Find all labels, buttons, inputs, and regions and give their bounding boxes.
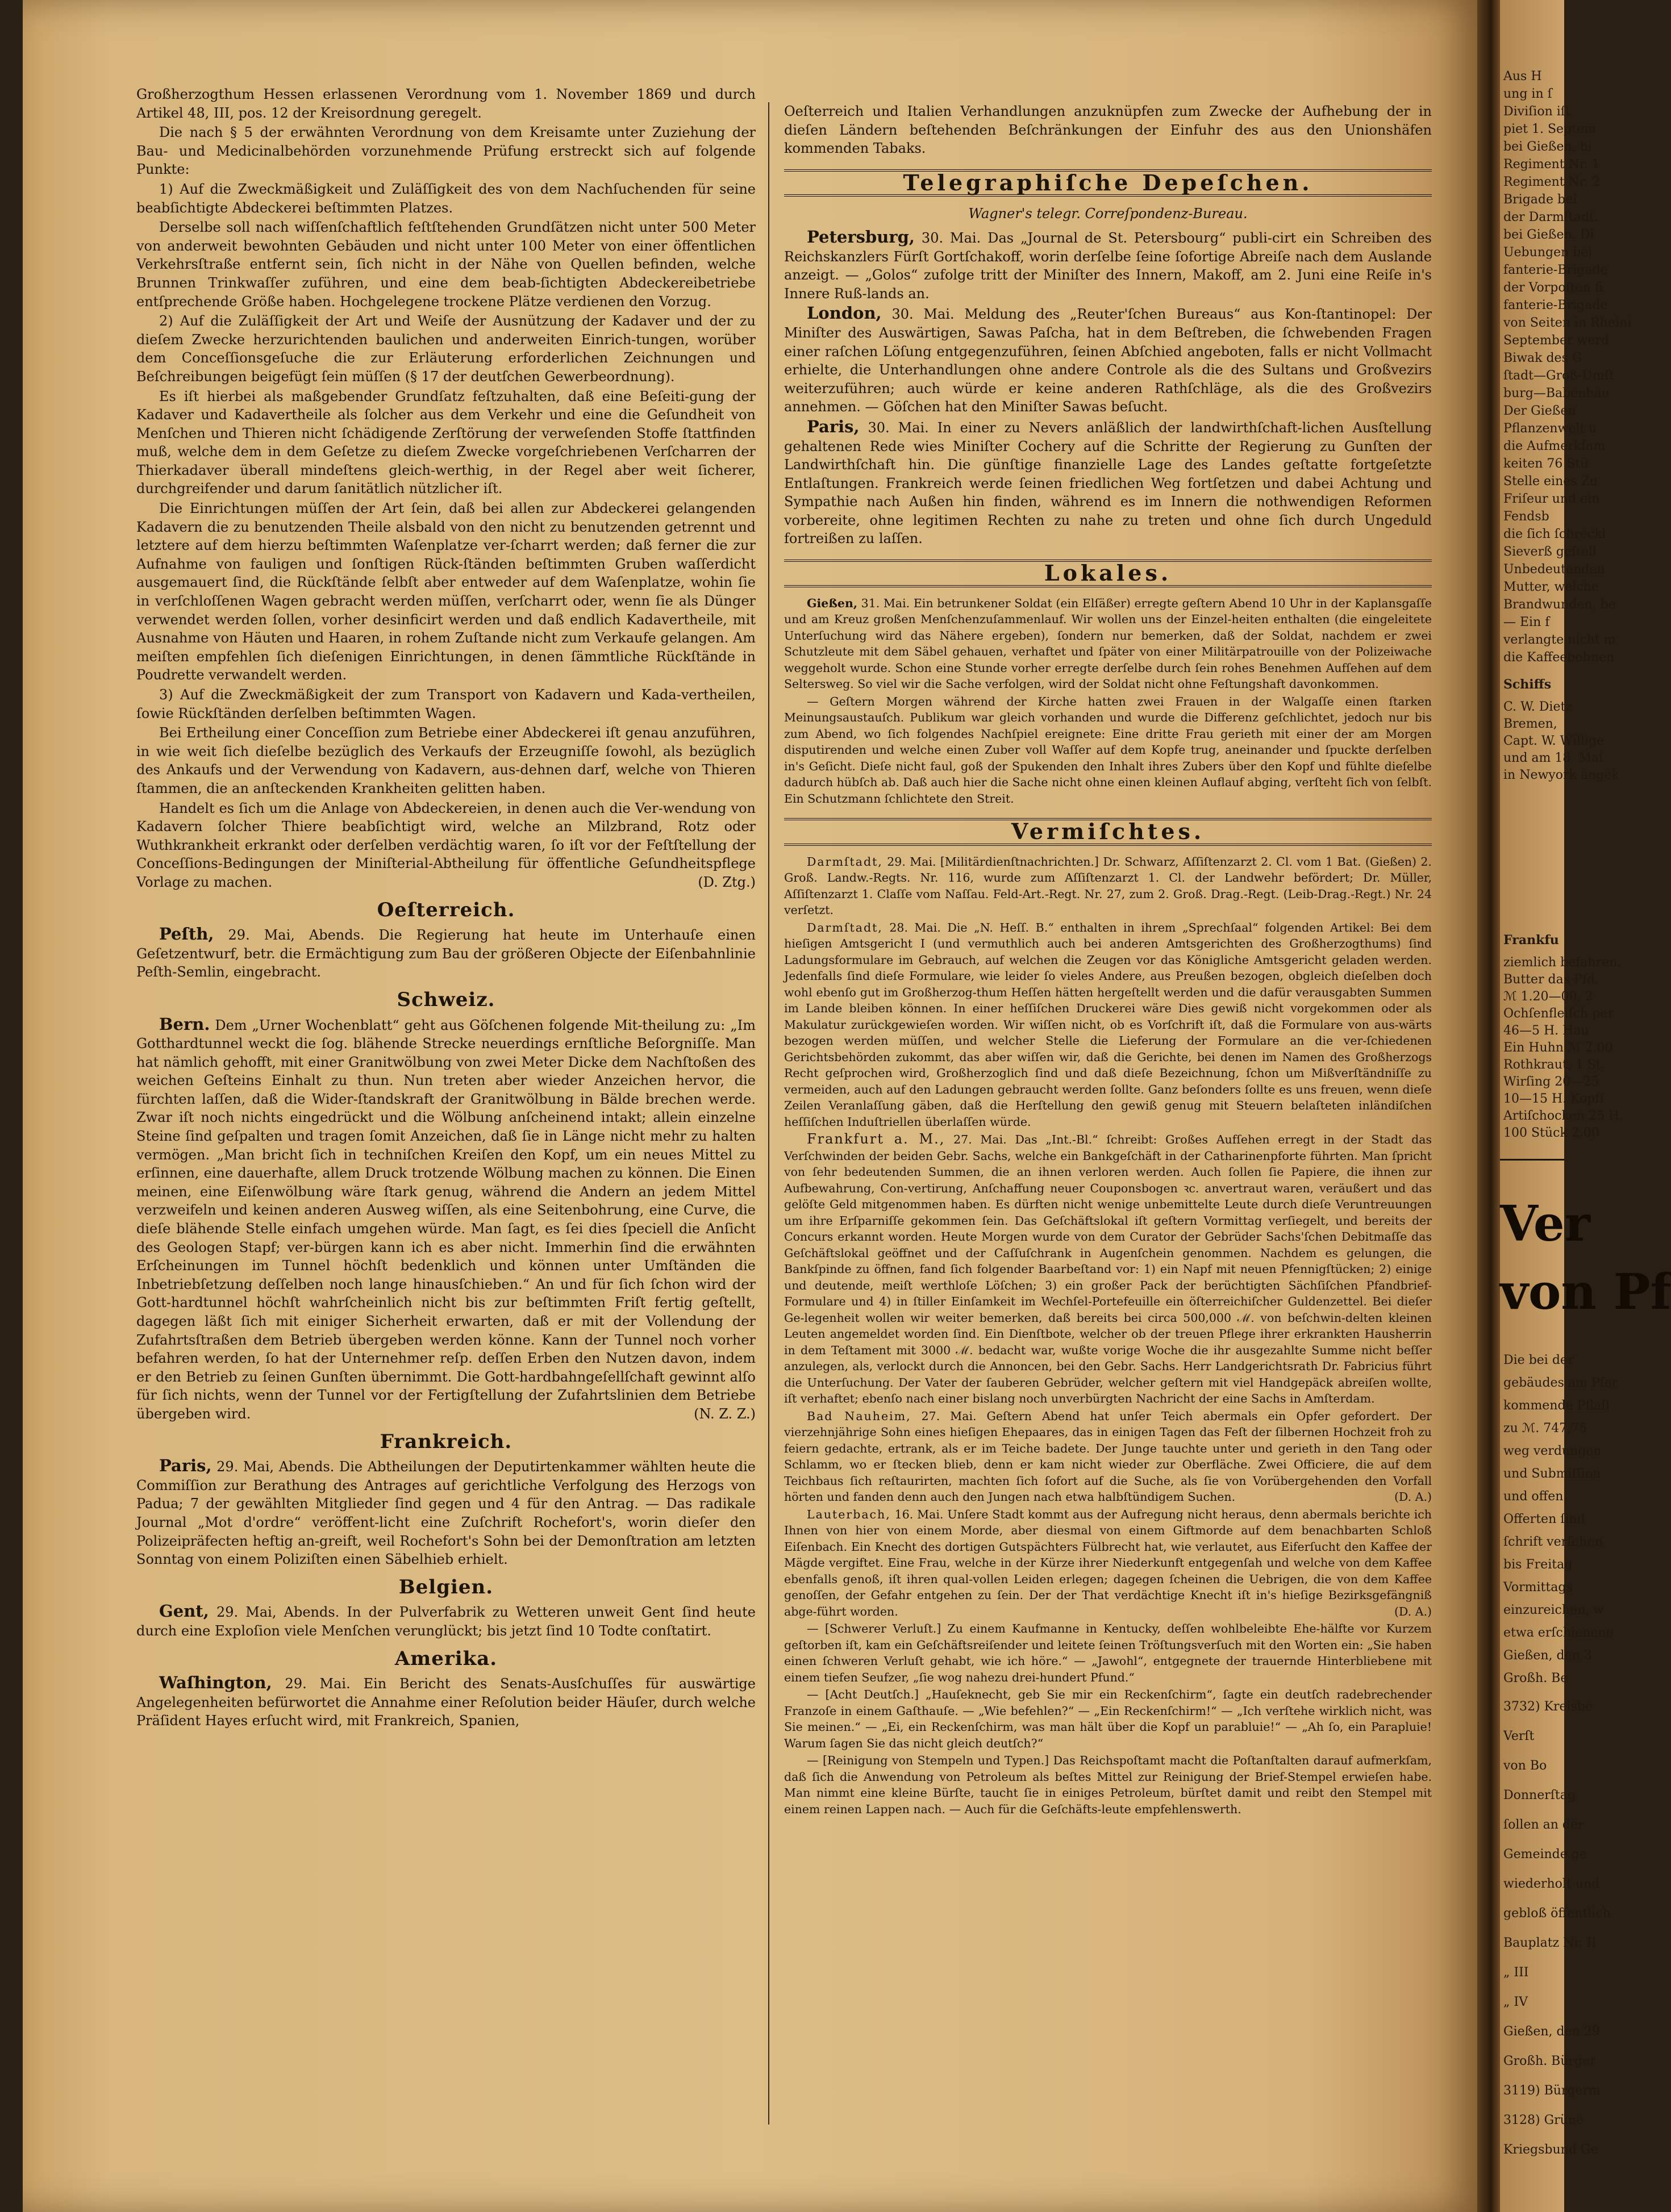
adjacent-page-line: Gießen, den 29	[1503, 2025, 1600, 2039]
adjacent-page-line: 100 Stück 2.00	[1503, 1126, 1599, 1140]
adjacent-page-line: 3732) Kreisbe	[1503, 1700, 1593, 1714]
news-text: 28. Mai. Die „N. Heſſ. B.“ enthalten in ihrem „Sprechſaal“ folgenden Artikel: Bei dem hieſigen Amtsgericht I (und vermuthlich auch bei anderen Amtsgerichten des Großherzogthums) ſind Ladungsformulare im Gebrauch, auf welchen die Zeugen vor das Königliche Amtsgericht geladen werden. Jedenfalls ſind dieſe Formulare, wie leider ſo vieles Andere, aus Preußen bezogen, obgleich dieſelben doch wohl ebenſo gut im Großherzog-thum Heſſen hätten hergeſtellt werden und die dafür verausgabten Summen im Lande bleiben können. In einer heſſiſchen Druckerei wäre Dies gewiß nicht vorgekommen oder als Makulatur zurückgewieſen worden. Wir wiſſen nicht, ob es Vorſchrift iſt, daß die Formulare von aus-wärts bezogen werden müſſen, und welcher Stelle die Lieferung der Formulare an die ver-ſchiedenen Gerichtsbehörden zukommt, das aber wiſſen wir, daß die Gerichte, bei denen im Namen des Großherzogs Recht geſprochen wird, Großherzoglich ſind und daß dieſe Bezeichnung, ſchon um Mißverſtändniſſe zu vermeiden, auch auf den Ladungen gebraucht werden ſollte. Ganz beſonders ſollte es uns freuen, wenn dieſe Zeilen Veranlaſſung gäben, daß die Herſtellung den gewiß genug mit Steuern belaſteten inländiſchen heſſiſchen Induſtriellen überlaſſen würde.	[784, 920, 1432, 1129]
news-text: 16. Mai. Unſere Stadt kommt aus der Aufregung nicht heraus, denn abermals berichte ich Ihnen von hier von einem Morde, aber diesmal von einem Giftmorde auf dem benachbarten Schloß Eiſenbach. Ein Knecht des dortigen Gutspächters Fülbrecht hat, wie verlautet, aus Eiferſucht den Kaffee der Mägde vergiftet. Eine Frau, welche in der Kürze ihrer Niederkunft entgegenſah und welche von dem Kaffee ebenfalls genoß, iſt ihren qual-vollen Leiden erlegen; dagegen ſcheinen die Uebrigen, die von dem Kaffee genoſſen, der Gefahr entgehen zu ſein. Der der That verdächtige Knecht iſt in's hieſige Bezirksgefängniß abge-führt worden.	[784, 1507, 1432, 1618]
column-divider	[768, 102, 769, 2125]
section-subheading: Wagner's telegr. Correſpondenz-Bureau.	[968, 206, 1248, 222]
news-text: 30. Mai. Meldung des „Reuter'ſchen Bureaus“ aus Kon-ſtantinopel: Der Miniſter des Auswärtigen, Sawas Paſcha, hat in dem Beſtreben, die ſchwebenden Fragen einer raſchen Löſung entgegenzuführen, ſeinen Abſchied angeboten, falls er nicht Vollmacht erhielte, die Unterhandlungen ohne andere Controle als die des Sultans und Großvezirs weiterzuführen; auch würde er keine anderen Rathſchläge, als die des Großvezirs annehmen. — Göſchen hat den Miniſter Sawas beſucht.	[784, 306, 1432, 415]
adjacent-page-line: und am 18. Mai	[1503, 751, 1603, 765]
news-text: 29. Mai, Abends. Die Regierung hat heute im Unterhauſe einen Geſetzentwurf, betr. die Ermächtigung zum Bau der größeren Objecte der Eiſenbahnlinie Peſth-Semlin, eingebracht.	[136, 927, 756, 980]
adjacent-page-line: 10—15 H. Kopfſ	[1503, 1092, 1605, 1106]
adjacent-page-line: fanterie-Brigade	[1503, 298, 1608, 312]
news-item	[784, 1131, 1432, 1407]
news-text: 30. Mai. In einer zu Nevers anläßlich der landwirthſchaft-lichen Ausſtellung gehaltenen Rede wies Miniſter Cochery auf die Schritte der Regierung zu Gunſten der Landwirthſchaft hin. Die günſtige finanzielle Lage des Landes geſtatte fortgeſetzte Entlaſtungen. Frankreich werde ſeinen friedlichen Weg fortſetzen und dabei Achtung und Sympathie nach Außen hin finden, während es im Innern die nothwendigen Reformen vorbereite, ohne legitimen Rechten zu nahe zu treten und ohne ſich durch Ungeduld fortreißen zu laſſen.	[784, 419, 1432, 547]
dateline: Petersburg,	[807, 227, 915, 247]
adjacent-page-line: gebäudes am Pfer	[1503, 1376, 1618, 1390]
adjacent-page-heading: Schiffs	[1503, 677, 1552, 692]
news-item	[784, 920, 1432, 1130]
section-heading-schweiz: Schweiz.	[397, 988, 495, 1011]
section-heading-vermischtes: Vermiſchtes.	[784, 818, 1432, 846]
adjacent-page-line: ſtadt—Groß-Umſt	[1503, 369, 1614, 383]
adjacent-page-line: Brigade bei	[1503, 193, 1577, 207]
dateline: Waſhington,	[159, 1673, 272, 1693]
book-gutter	[1477, 0, 1500, 2212]
dateline: Paris,	[159, 1456, 212, 1476]
adjacent-page-line: wiederholt und	[1503, 1877, 1600, 1891]
adjacent-page-line: C. W. Dietz	[1503, 700, 1572, 714]
paragraph: Die nach § 5 der erwähnten Verordnung von dem Kreisamte unter Zuziehung der Bau- und Medicinalbehörden vorzunehmende Prüfung erstreckt sich auf folgende Punkte:	[136, 124, 756, 178]
adjacent-page-line: etwa erſchienene	[1503, 1626, 1614, 1640]
right-column	[784, 102, 1432, 1818]
adjacent-page-heading: Frankfu	[1503, 933, 1559, 948]
adjacent-page-line: Capt. W. Willige	[1503, 734, 1605, 748]
dateline: Gießen,	[807, 596, 857, 610]
adjacent-page-line: und Submiſſion	[1503, 1467, 1601, 1481]
adjacent-page-line: Regiment Nr. 1	[1503, 157, 1600, 172]
adjacent-page-line: Unbedeutenden	[1503, 562, 1605, 577]
paragraph: Derselbe soll nach wiſſenſchaftlich feſtſtehenden Grundſätzen nicht unter 500 Meter von anderweit bewohnten Gebäuden und nicht unter 100 Meter von einer öffentlichen Verkehrsſtraße entfernt sein, ſich nicht in der Nähe von Quellen befinden, welche Brunnen Trinkwaſſer zuführen, und eine dem beab-ſichtigten Abdeckereibetriebe entſprechende Größe haben. Hochgelegene trockene Plätze verdienen den Vorzug.	[136, 219, 756, 310]
news-text: 27. Mai. Geſtern Abend hat unſer Teich abermals ein Opfer gefordert. Der vierzehnjährige Sohn eines hieſigen Ehepaares, das in einigen Tagen das Feſt der ſilbernen Hochzeit froh zu feiern gedachte, ertrank, als er im Teiche badete. Der Junge tauchte unter und gerieth in den Tang oder Schlamm, wo er ſtecken blieb, denn er kam nicht wieder zur Oberfläche. Zwei Officiere, die auf dem Teichbaus ſich reſtaurirten, machten ſich ſofort auf die Suche, als ſie von Vorübergehenden den Vorfall hörten und fanden denn auch den Jungen nach etwa halbſtündigem Suchen.	[784, 1409, 1432, 1504]
adjacent-page-big-heading: von Pf	[1500, 1263, 1671, 1321]
news-item	[136, 925, 756, 982]
adjacent-page-line: Der Gießen	[1503, 404, 1576, 418]
adjacent-page-line: Aus H	[1503, 69, 1542, 84]
adjacent-page-line: keiten 76 Stü	[1503, 457, 1589, 471]
paragraph	[136, 799, 756, 892]
paragraph-text: Handelt es ſich um die Anlage von Abdeckereien, in denen auch die Ver-wendung von Kadavern ſolcher Thiere beabſichtigt wird, welche an Milzbrand, Rotz oder Wuthkrankheit erkrankt oder derſelben verdächtig waren, ſo iſt vor der Feſtſtellung der Conceſſions-Bedingungen der Miniſterial-Abtheilung für öffentliche Geſundheitspflege Vorlage zu machen.	[136, 800, 756, 890]
paragraph: Es iſt hierbei als maßgebender Grundſatz feſtzuhalten, daß eine Beſeiti-gung der Kadaver und Kadavertheile als ſolcher aus dem Verkehr und eine die Geſundheit von Menſchen und Thieren nicht ſchädigende Zerſtörung der verweſenden Stoffe ſtattfinden muß, welche dem in dem Geſetze zu dieſem Zwecke vorgeſchriebenen Verſcharren der Thierkadaver überall mindeſtens gleich-werthig, in der Regel aber weit ſicherer, durchgreifender und darum ſanitätlich nützlicher iſt.	[136, 388, 756, 497]
adjacent-page-line: die Aufmerkſam	[1503, 439, 1606, 453]
adjacent-page-line: ſchrift verſehen	[1503, 1535, 1603, 1549]
news-item: — [Reinigung von Stempeln und Typen.] Das Reichspoſtamt macht die Poſtanſtalten darauf aufmerkſam, daß ſich die Anwendung von Petroleum als beſtes Mittel zur Reinigung der Brief-Stempel erwieſen habe. Man nimmt eine kleine Bürſte, taucht ſie in einiges Petroleum, bürſtet damit und reibt den Stempel mit einem reinen Lappen nach. — Auch für die Geſchäfts-leute empfehlenswerth.	[784, 1754, 1432, 1816]
news-text: 29. Mai, Abends. In der Pulverfabrik zu Wetteren unweit Gent ſind heute durch eine Exploſion viele Menſchen verunglückt; bis jetzt ſind 10 Todte conſtatirt.	[136, 1604, 756, 1639]
adjacent-page-line: Vormittags	[1503, 1580, 1573, 1595]
adjacent-page-line: gebloß öffentlich	[1503, 1906, 1611, 1921]
adjacent-page-line: Rothkraut, 1 St.	[1503, 1058, 1605, 1072]
adjacent-page-line: bei Gießen. Di	[1503, 228, 1594, 242]
adjacent-page-line: ung in ſ	[1503, 87, 1552, 101]
adjacent-page-big-heading: Ver	[1500, 1195, 1590, 1253]
section-heading-lokales: Lokales.	[784, 560, 1432, 587]
adjacent-page-line: in Newyork angek	[1503, 768, 1619, 782]
adjacent-page-line: Brandwunden, be	[1503, 598, 1616, 612]
adjacent-page-line: Großh. Bürger	[1503, 2054, 1596, 2068]
adjacent-page-line: Stelle eines Zu	[1503, 474, 1598, 489]
news-item	[784, 418, 1432, 548]
news-text: 29. Mai, Abends. Die Abtheilungen der Deputirtenkammer wählten heute die Commiſſion zur Berathung des Antrages auf gerichtliche Verfolgung des Herzogs von Padua; 7 der gewählten Mitglieder ſind gegen und 4 für den Antrag. — Das radikale Journal „Mot d'ordre“ veröffent-licht eine Zuſchrift Rochefort's, worin dieſer den Polizeipräfecten heftig an-greift, weil Rochefort's Sohn bei der Demonſtration am letzten Sonntag von einem Poliziſten einen Säbelhieb erhielt.	[136, 1459, 756, 1568]
adjacent-page-line: burg—Babenhau	[1503, 386, 1610, 400]
news-text: 31. Mai. Ein betrunkener Soldat (ein Elſäßer) erregte geſtern Abend 10 Uhr in der Kaplansgaſſe und am Kreuz großen Menſchenzuſammenlauf. Wir wollen uns der Einzel-heiten enthalten (die eingeleitete Unterſuchung wird das Nähere ergeben), ſondern nur bemerken, daß der Soldat, nachdem er zwei Schutzleute mit dem Säbel gehauen, verhaftet und ſpäter von einer Militärpatrouille von der Polizeiwache weggeholt wurde. Schon eine Stunde vorher erregte derſelbe durch ſein rohes Benehmen Aufſehen auf dem Seltersweg. So viel wir die Sache verfolgen, wird der Soldat nicht ohne Feſtungshaft davonkommen.	[784, 596, 1432, 691]
adjacent-page-line: der Darmſtadt.	[1503, 210, 1598, 224]
adjacent-page-line: „ IV	[1503, 1995, 1528, 2009]
paragraph: 3) Auf die Zweckmäßigkeit der zum Transport von Kadavern und Kada-vertheilen, ſowie Rückſtänden derſelben beſtimmten Wagen.	[136, 687, 756, 721]
adjacent-page-line: 3119) Bürgerm	[1503, 2084, 1601, 2098]
adjacent-page-line: ziemlich befahren.	[1503, 955, 1622, 970]
adjacent-page-line: Biwak des G	[1503, 351, 1582, 365]
adjacent-page-line: Gießen, den 3	[1503, 1648, 1592, 1663]
news-item	[784, 854, 1432, 919]
adjacent-page-line: von Seiten in Rheini	[1503, 316, 1632, 330]
paragraph: 2) Auf die Zuläſſigkeit der Art und Weiſe der Ausnützung der Kadaver und der zu dieſem Zwecke herzurichtenden baulichen und anderweiten Einrich-tungen, worüber dem Conceſſionsgeſuche die zur Erläuterung erforderlichen Zeichnungen und Beſchreibungen beigefügt ſein müſſen (§ 17 der deutſchen Gewerbeordnung).	[136, 313, 756, 385]
adjacent-page-line: „ III	[1503, 1965, 1529, 1980]
adjacent-page-line: Sieverß geſtell	[1503, 545, 1597, 559]
paragraph: Großherzogthum Hessen erlassenen Verordnung vom 1. November 1869 und durch Artikel 48, III, pos. 12 der Kreisordnung geregelt.	[136, 86, 756, 121]
adjacent-page-line: der Vorpoſten fi	[1503, 281, 1603, 295]
dateline: Gent,	[159, 1601, 209, 1621]
adjacent-page-line: Großh. Be	[1503, 1671, 1568, 1685]
adjacent-page-line: Ochſenfleiſch per	[1503, 1007, 1614, 1021]
news-text: 30. Mai. Das „Journal de St. Petersbourg“ publi-cirt ein Schreiben des Reichskanzlers Fürſt Gortſchakoff, worin derſelbe ſeine ſofortige Abreiſe nach dem Auslande anzeigt. — „Golos“ zufolge tritt der Miniſter des Innern, Makoff, am 2. Juni eine Reiſe in's Innere Ruß-lands an.	[784, 229, 1432, 302]
adjacent-page-line: Regiment Nr. 2	[1503, 175, 1600, 189]
section-heading-frankreich: Frankreich.	[380, 1430, 512, 1453]
adjacent-page-line: fanterie-Brigade	[1503, 263, 1608, 277]
section-heading-belgien: Belgien.	[398, 1575, 494, 1599]
news-item	[784, 1408, 1432, 1505]
adjacent-page-line: 46—5 H. Hau	[1503, 1024, 1589, 1038]
adjacent-page-line: Mutter, welche	[1503, 580, 1599, 594]
news-item	[784, 304, 1432, 416]
adjacent-page-fragment	[1500, 0, 1671, 2212]
adjacent-page-line: und offen.	[1503, 1489, 1568, 1504]
adjacent-page-line: Donnerſtag	[1503, 1788, 1576, 1802]
adjacent-page-line: Pflanzenwelt u	[1503, 421, 1597, 436]
news-item	[784, 595, 1432, 692]
adjacent-page-line: Die bei der	[1503, 1353, 1574, 1367]
adjacent-page-line: von Bo	[1503, 1759, 1547, 1773]
adjacent-page-line: die ſich ſchreckl	[1503, 527, 1606, 541]
adjacent-page-line: kommende Pflaſt	[1503, 1399, 1611, 1413]
newspaper-page	[23, 0, 1477, 2212]
adjacent-page-line: Uebungen bei	[1503, 245, 1593, 260]
dateline: Darmſtadt,	[807, 854, 883, 869]
adjacent-page-line: Artiſchocken 25 H.	[1503, 1109, 1624, 1123]
adjacent-page-line: ℳ 1.20—00, 2	[1503, 990, 1593, 1004]
section-heading-telegraphische-depeschen: Telegraphiſche Depeſchen.	[784, 169, 1432, 197]
dateline: Bad Nauheim,	[807, 1409, 911, 1423]
adjacent-page-line: zu ℳ. 747,75	[1503, 1421, 1587, 1435]
news-item: — Geſtern Morgen während der Kirche hatten zwei Frauen in der Walgaſſe einen ſtarken Meinungsaustauſch. Publikum war gleich vorhanden und wurde die Differenz geſchlichtet, jedoch nur bis zum Abend, wo ſich folgendes Nachſpiel ereignete: Eine dritte Frau gerieth mit einer der am Morgen disputirenden und welche einen Zuber voll Waſſer auf dem Kopfe trug, aneinander und ſpuckte derſelben in's Geſicht. Dieſe nicht faul, goß der Spukenden den Inhalt ihres Zubers über den Kopf und fühlte dieſelbe dadurch hübſch ab. Daß auch hier die Sache nicht ohne einen kleinen Auflauf abging, verſteht ſich von ſelbſt. Ein Schutzmann ſchlichtete den Streit.	[784, 694, 1432, 805]
dateline: London,	[807, 303, 882, 323]
adjacent-page-line: piet 1. Septem	[1503, 122, 1596, 136]
news-item	[784, 228, 1432, 303]
lokales-body	[784, 595, 1432, 807]
adjacent-page-line: Ein Huhn ℳ 2.00	[1503, 1041, 1613, 1055]
adjacent-page-line: Gemeinde ge	[1503, 1847, 1587, 1862]
news-text: Dem „Urner Wochenblatt“ geht aus Göſchenen folgende Mit-theilung zu: „Im Gotthardtunnel weckt die ſog. blähende Strecke neuerdings ernſtliche Beſorgniſſe. Man hat nämlich gehofft, mit einer Granitwölbung von zwei Meter Dicke dem Nachſtoßen des weichen Geſteins Einhalt zu thun. Nun treten aber wieder Anzeichen hervor, die fürchten laſſen, daß die Wider-ſtandskraft der Granitwölbung in Bälde brechen werde. Zwar iſt noch nichts eingedrückt und die Wölbung anſcheinend intakt; allein einzelne Steine ſind geſpalten und tragen ſomit Anzeichen, daß ſie in Länge nicht mehr zu halten vermögen. „Man bricht ſich in techniſchen Kreiſen den Kopf, um ein neues Mittel zu erſinnen, eine dauerhafte, allem Druck trotzende Wölbung machen zu können. Die Einen meinen, eine Eiſenwölbung wäre ſtark genug, während die Andern an jedem Mittel verzweifeln und keinen anderen Ausweg wiſſen, als eine Seitenbohrung, eine Curve, die dieſe blähende Stelle einfach umgehen würde. Man ſagt, es ſei dies ſpeciell die Anſicht des Geologen Stapf; ver-bürgen kann ich es aber nicht. Immerhin ſind die erwähnten Erſcheinungen im Tunnel höchſt bedenklich und können unter Umſtänden die Inbetriebſetzung deſſelben noch lange hinausſchieben.“ An und für ſich ſchon wird der Gott-hardtunnel höchſt wahrſcheinlich nicht bis zur beſtimmten Friſt fertig geſtellt, dagegen läßt ſich mit einiger Sicherheit erwarten, daß er mit der Vollendung der Zufahrtsſtraßen dem Betrieb übergeben werden könne. Kann der Tunnel noch vorher befahren werden, ſo hat der Unternehmer reſp. deſſen Erben den Nutzen davon, indem er den Betrieb zu ſeinen Gunſten übernimmt. Die Gott-hardbahngeſellſchaft gewinnt alſo für ſich nichts, wenn der Tunnel vor der Fertigſtellung der Zufahrtslinien dem Betriebe übergeben wird.	[136, 1017, 756, 1422]
section-heading-amerika: Amerika.	[394, 1647, 498, 1670]
paragraph: Oeſterreich und Italien Verhandlungen anzuknüpfen zum Zwecke der Aufhebung der in dieſen Ländern beſtehenden Beſchränkungen der Einfuhr des aus den Unionshäfen kommenden Tabaks.	[784, 103, 1432, 157]
news-text: 29. Mai. Ein Bericht des Senats-Ausſchuſſes für auswärtige Angelegenheiten befürwortet die Annahme einer Reſolution beider Häuſer, durch welche Präſident Hayes erſucht wird, mit Frankreich, Spanien,	[136, 1676, 756, 1729]
news-item	[784, 1506, 1432, 1620]
adjacent-page-line: bis Freitag	[1503, 1558, 1573, 1572]
vermischtes-body	[784, 854, 1432, 1818]
adjacent-page-line: die Kaffeebohnen	[1503, 650, 1615, 665]
divider	[1500, 1159, 1564, 1161]
news-text: 27. Mai. Das „Int.-Bl.“ ſchreibt: Großes Aufſehen erregt in der Stadt das Verſchwinden der beiden Gebr. Sachs, welche ein Bankgeſchäft in der Catharinenpforte führten. Man ſpricht von ſehr bedeutenden Summen, die an ihnen verloren werden. Auch ſollen ſie Papiere, die ihnen zur Aufbewahrung, Con-vertirung, Anſchaffung neuer Couponsbogen ꝛc. anvertraut waren, veräußert und das gelöſte Geld mitgenommen haben. Es dürften nicht wenige unbemittelte Leute durch dieſe Veruntreuungen um ihre Erſparniſſe gekommen ſein. Das Geſchäftslokal iſt geſtern Vormittag verſiegelt, und bereits der Concurs erkannt worden. Heute Morgen wurde von dem Curator der Gebrüder Sachs'ſchen Debitmaſſe das Geſchäftslokal geöffnet und der Caſſuſchrank in Augenſchein genommen. Nachdem es gelungen, die Bankſpinde zu öffnen, fand ſich folgender Baarbeſtand vor: 1) ein Napf mit neuen Pfennigſtücken; 2) einige und deutende, meiſt werthloſe Löſchen; 3) ein großer Pack der berüchtigten Sächſiſchen Pfandbrief-Formulare und 4) in ſtiller Einſamkeit im Wechſel-Portefeuille ein öſterreichiſcher Guldenzettel. Bei dieſer Ge-legenheit wollen wir weiter bemerken, daß bereits bei circa 500,000 ℳ. von beſchwin-delten kleinen Leuten angemeldet worden ſind. Ein Dienſtbote, welcher ob der treuen Pflege ihrer erkrankten Hausherrin in dem Teſtament mit 3000 ℳ. bedacht war, wußte vorige Woche die ihr ausgezahlte Summe nicht beſſer anzulegen, als, verlockt durch die Annoncen, bei den Gebr. Sachs. Herr Landgerichtsrath Dr. Fabricius führt die Unterſuchung. Der Vater der ſauberen Gebrüder, welcher geſtern mit viel Handgepäck abreiſen wollte, iſt verhaftet; ebenſo nach einer bislang noch unverbürgten Nachricht der eine Sachs in Amſterdam.	[784, 1133, 1432, 1406]
news-item	[136, 1602, 756, 1640]
news-text: 29. Mai. [Militärdienſtnachrichten.] Dr. Schwarz, Aſſiſtenzarzt 2. Cl. vom 1 Bat. (Gießen) 2. Groß. Landw.-Regts. Nr. 116, wurde zum Aſſiſtenzarzt 1. Cl. der Landwehr befördert; Dr. Müller, Aſſiſtenzarzt 1. Claſſe vom Naſſau. Feld-Art.-Regt. Nr. 27, zum 2. Groß. Drag.-Regt. (Leib-Drag.-Regt.) Nr. 24 verſetzt.	[784, 854, 1432, 917]
adjacent-page-line: Fendsb	[1503, 510, 1549, 524]
adjacent-page-line: Bauplatz Nr. II	[1503, 1936, 1597, 1950]
adjacent-page-line: ſollen an der	[1503, 1818, 1584, 1832]
paragraph: Die Einrichtungen müſſen der Art ſein, daß bei allen zur Abdeckerei gelangenden Kadavern die zu benutzenden Theile alsbald von den nicht zu benutzenden getrennt und letztere auf dem hierzu beſtimmten Waſenplatze ver-ſcharrt werden; daß ferner die zur Aufnahme von fauligen und ſonſtigen Rück-ſtänden beſtimmten Gruben waſſerdicht ausgemauert ſind, die Rückſtände ſelbſt aber entweder auf dem Waſenplatze, wohin ſie in verſchloſſenen Wagen gebracht werden müſſen, verſcharrt oder, wenn ſie als Dünger verwendet werden ſollen, vorher desinficirt werden und daß endlich Kadavertheile, mit Ausnahme von Häuten und Haaren, in rohem Zuſtande nicht zum Verkaufe gelangen. Am meiſten empfehlen ſich dieſenigen Einrichtungen, in denen ſämmtliche Rückſtände in Poudrette verwandelt werden.	[136, 500, 756, 683]
adjacent-page-line: Bremen,	[1503, 717, 1557, 731]
adjacent-page-line: 3128) Grüne	[1503, 2113, 1584, 2127]
adjacent-page-line: bei Gießen, bi	[1503, 140, 1592, 154]
section-heading-oesterreich: Oeſterreich.	[377, 898, 515, 921]
adjacent-page-line: — Ein f	[1503, 615, 1550, 629]
dateline: Frankfurt a. M.,	[807, 1131, 945, 1147]
source-citation: (D. Ztg.)	[698, 874, 756, 890]
adjacent-page-line: Kriegsbund Ge	[1503, 2143, 1598, 2157]
news-item	[136, 1015, 756, 1424]
adjacent-page-line: Butter das Pfd.	[1503, 973, 1599, 987]
news-item	[136, 1673, 756, 1730]
dateline: Bern.	[159, 1014, 210, 1034]
adjacent-page-line: einzureichen, w	[1503, 1603, 1605, 1617]
paragraph: 1) Auf die Zweckmäßigkeit und Zuläſſigkeit des von dem Nachſuchenden für seine beabſichtigte Abdeckerei beſtimmten Platzes.	[136, 181, 756, 216]
news-item	[136, 1456, 756, 1569]
dateline: Darmſtadt,	[807, 920, 883, 934]
news-item: — [Acht Deutſch.] „Hauſeknecht, geb Sie mir ein Reckenſchirm“, ſagte ein deutſch radebrechender Franzoſe in einem Gaſthauſe. — „Wie befehlen?“ — „Ein Reckenſchirm!“ — „Ich verſtehe wirklich nicht, was Sie meinen.“ — „Ei, ein Reckenſchirm, was man hält über die Kopf un parabluie!“ — „Ah ſo, ein Parapluie! Warum ſagen Sie das nicht gleich deutſch?“	[784, 1688, 1432, 1750]
source-citation: (D. A.)	[1394, 1604, 1432, 1618]
adjacent-page-line: Friſeur und ein	[1503, 492, 1600, 506]
dateline: Lauterbach,	[807, 1507, 891, 1521]
dateline: Paris,	[807, 416, 860, 436]
adjacent-page-line: Verſt	[1503, 1729, 1535, 1743]
adjacent-page-line: September werd	[1503, 333, 1609, 348]
left-column	[136, 85, 756, 1731]
source-citation: (D. A.)	[1394, 1490, 1432, 1504]
source-citation: (N. Z. Z.)	[694, 1405, 756, 1422]
dateline: Peſth,	[159, 924, 214, 944]
paragraph: Bei Ertheilung einer Conceſſion zum Betriebe einer Abdeckerei iſt genau anzuführen, in wie weit ſich dieſelbe bezüglich des Verkaufs der Erzeugniſſe ſowohl, als bezüglich des Ankaufs und der Verwendung von Kadavern, aus-dehnen darf, welche von Thieren ſtammen, die an anſteckenden Krankheiten gelitten haben.	[136, 725, 756, 796]
news-item: — [Schwerer Verluſt.] Zu einem Kaufmanne in Kentucky, deſſen wohlbeleibte Ehe-hälfte vor Kurzem geſtorben iſt, kam ein Geſchäftsreiſender und leitete ſeinen Tröſtungsverſuch mit den Worten ein: „Sie haben einen ſchweren Verluſt gehabt, wie ich höre.“ — „Jawohl“, entgegnete der trauernde Hinterbliebene mit einem tiefen Seufzer, „ſie wog nahezu drei-hundert Pfund.“	[784, 1622, 1432, 1684]
adjacent-page-line: Offerten ſind	[1503, 1512, 1585, 1526]
adjacent-page-line: Diviſion iſt	[1503, 105, 1570, 119]
adjacent-page-line: verlangte nicht m	[1503, 633, 1616, 647]
adjacent-page-line: Wirſing 20—25	[1503, 1075, 1599, 1089]
adjacent-page-line: weg verdungen	[1503, 1444, 1602, 1458]
